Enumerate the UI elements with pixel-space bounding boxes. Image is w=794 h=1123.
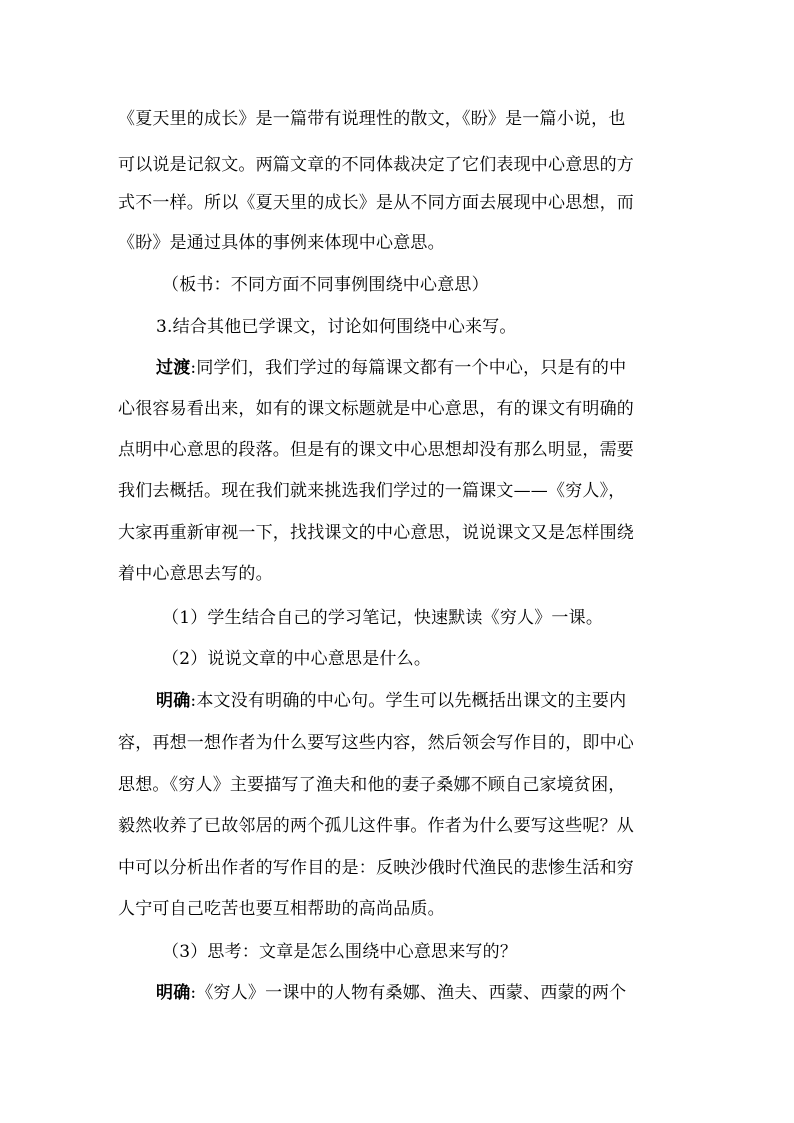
paragraph-line: 大家再重新审视一下，找找课文的中心意思，说说课文又是怎样围绕 <box>118 523 634 543</box>
paragraph-line: 思想。《穷人》主要描写了渔夫和他的妻子桑娜不顾自己家境贫困， <box>118 775 626 795</box>
paragraph-line: 中可以分析出作者的写作目的是：反映沙俄时代渔民的悲惨生活和穷 <box>118 858 634 878</box>
transition-label: 过渡 <box>156 358 191 378</box>
paragraph-line: 可以说是记叙文。两篇文章的不同体裁决定了它们表现中心意思的方 <box>118 155 634 175</box>
clarify-second-line <box>156 982 726 1004</box>
paragraph-line: 心很容易看出来，如有的课文标题就是中心意思，有的课文有明确的 <box>118 399 634 419</box>
list-item-1: （1）学生结合自己的学习笔记，快速默读《穷人》一课。 <box>162 608 604 628</box>
clarify-text: :《穷人》一课中的人物有桑娜、渔夫、西蒙、西蒙的两个 <box>190 983 627 1003</box>
paragraph-line: 着中心意思去写的。 <box>118 564 273 584</box>
list-item-3: （3）思考：文章是怎么围绕中心意思来写的？ <box>162 942 518 962</box>
paragraph-line: 毅然收养了已故邻居的两个孤儿这件事。作者为什么要写这些呢？从 <box>118 816 634 836</box>
clarify-first-line <box>156 690 726 712</box>
paragraph-line: 《夏天里的成长》是一篇带有说理性的散文，《盼》是一篇小说，也 <box>118 109 626 129</box>
clarify-label: 明确 <box>156 983 191 1003</box>
step-3-heading: 3.结合其他已学课文，讨论如何围绕中心来写。 <box>156 317 517 337</box>
paragraph-line: 式不一样。所以《夏天里的成长》是从不同方面去展现中心思想，而 <box>118 193 634 213</box>
paragraph-line: 点明中心意思的段落。但是有的课文中心思想却没有那么明显，需要 <box>118 440 634 460</box>
transition-text: :同学们，我们学过的每篇课文都有一个中心，只是有的中 <box>190 358 627 378</box>
clarify-text: :本文没有明确的中心句。学生可以先概括出课文的主要内 <box>190 691 627 711</box>
clarify-label: 明确 <box>156 691 191 711</box>
list-item-2: （2）说说文章的中心意思是什么。 <box>162 649 432 669</box>
paragraph-line: 我们去概括。现在我们就来挑选我们学过的一篇课文——《穷人》， <box>118 481 626 501</box>
paragraph-line: 人宁可自己吃苦也要互相帮助的高尚品质。 <box>118 899 445 919</box>
board-note: （板书：不同方面不同事例围绕中心意思） <box>162 275 489 295</box>
paragraph-line: 容，再想一想作者为什么要写这些内容，然后领会写作目的，即中心 <box>118 733 634 753</box>
paragraph-line: 《盼》是通过具体的事例来体现中心意思。 <box>118 233 445 253</box>
transition-first-line <box>156 357 726 379</box>
